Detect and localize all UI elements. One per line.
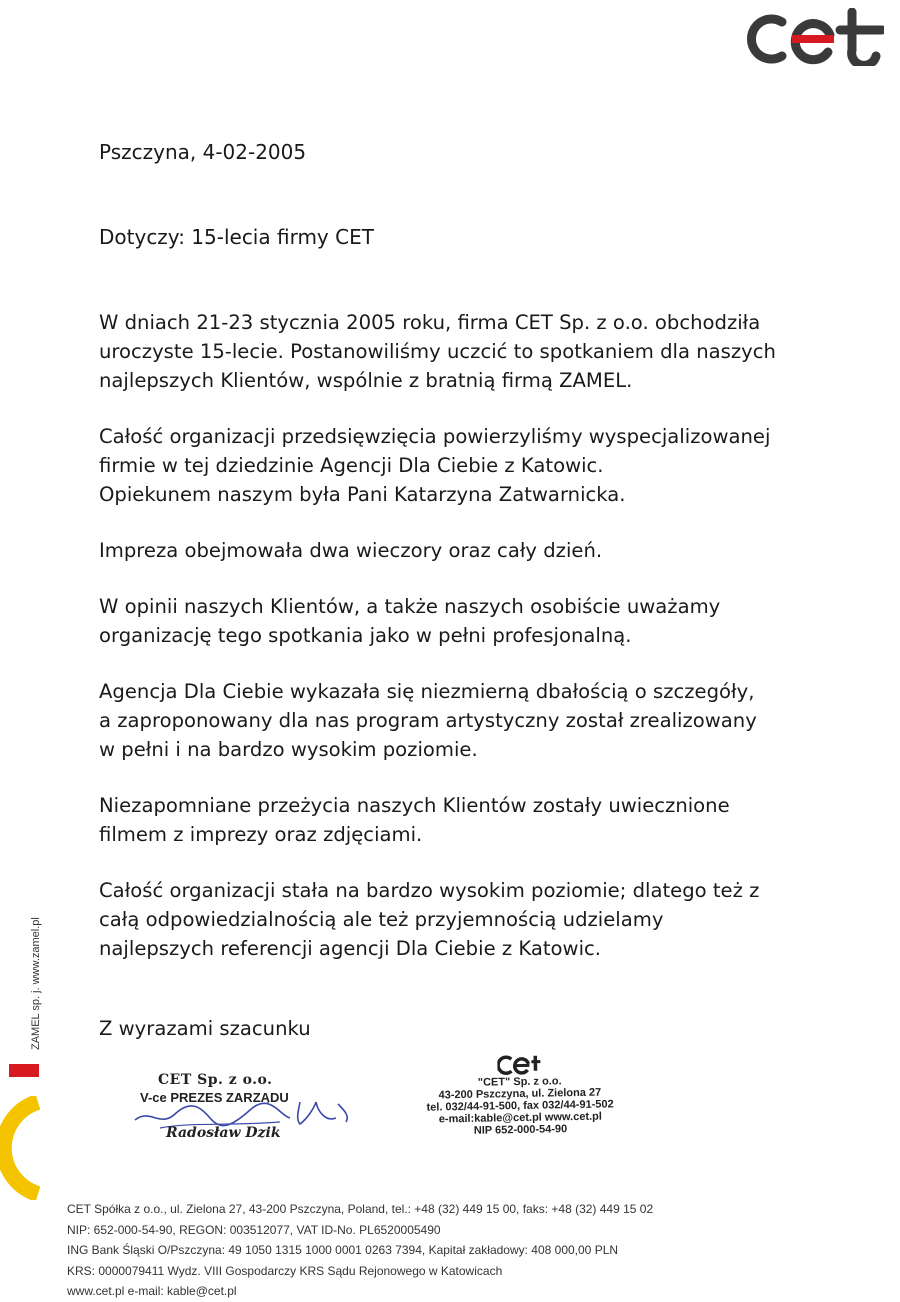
- paragraph: [99, 876, 815, 963]
- company-footer: [67, 1199, 653, 1302]
- paragraph: [99, 308, 815, 395]
- footer-line: NIP: 652-000-54-90, REGON: 003512077, VAT ID-No. PL6520005490: [67, 1220, 653, 1241]
- cet-stamp-logo-icon: [497, 1054, 541, 1077]
- stamp-line: "CET" Sp. z o.o.: [405, 1074, 635, 1090]
- paragraph-line: a zaproponowany dla nas program artystyczny został zrealizowany: [99, 706, 815, 735]
- paragraph: [99, 791, 815, 849]
- paragraph-line: filmem z imprezy oraz zdjęciami.: [99, 820, 815, 849]
- paragraph-line: Impreza obejmowała dwa wieczory oraz cały dzień.: [99, 536, 815, 565]
- signature-stamp: [130, 1070, 370, 1150]
- paragraph: [99, 677, 815, 764]
- closing-salutation: Z wyrazami szacunku: [99, 1017, 311, 1040]
- footer-line: KRS: 0000079411 Wydz. VIII Gospodarczy KRS Sądu Rejonowego w Katowicach: [67, 1261, 653, 1282]
- side-red-bar: [9, 1064, 39, 1077]
- side-zamel-text: ZAMEL sp. j. www.zamel.pl: [30, 917, 42, 1050]
- side-yellow-arc-icon: [0, 1096, 60, 1200]
- company-stamp: [404, 1052, 636, 1146]
- paragraph-line: uroczyste 15-lecie. Postanowiliśmy uczcić to spotkaniem dla naszych: [99, 337, 815, 366]
- paragraph-line: Całość organizacji stała na bardzo wysokim poziomie; dlatego też z: [99, 876, 815, 905]
- paragraph-line: firmie w tej dziedzinie Agencji Dla Ciebie z Katowic.: [99, 451, 815, 480]
- stamp-name: Radosław Dzik: [166, 1125, 281, 1141]
- paragraph-line: w pełni i na bardzo wysokim poziomie.: [99, 735, 815, 764]
- paragraph-line: najlepszych referencji agencji Dla Ciebie z Katowic.: [99, 934, 815, 963]
- place-date: Pszczyna, 4-02-2005: [99, 140, 306, 164]
- paragraph-line: Agencja Dla Ciebie wykazała się niezmierną dbałością o szczegóły,: [99, 677, 815, 706]
- paragraph-line: Całość organizacji przedsięwzięcia powierzyliśmy wyspecjalizowanej: [99, 422, 815, 451]
- paragraph-line: Opiekunem naszym była Pani Katarzyna Zatwarnicka.: [99, 480, 815, 509]
- paragraph-line: W dniach 21-23 stycznia 2005 roku, firma CET Sp. z o.o. obchodziła: [99, 308, 815, 337]
- footer-line: www.cet.pl e-mail: kable@cet.pl: [67, 1281, 653, 1302]
- stamp-company: CET Sp. z o.o.: [158, 1072, 273, 1088]
- footer-line: CET Spółka z o.o., ul. Zielona 27, 43-200 Pszczyna, Poland, tel.: +48 (32) 449 15 00, faks: +48 (32) 449 15 02: [67, 1199, 653, 1220]
- stamp-title: V-ce PREZES ZARZĄDU: [140, 1090, 289, 1105]
- cet-logo-icon: [742, 8, 884, 66]
- stamp-line: NIP 652-000-54-90: [405, 1122, 635, 1138]
- paragraph-line: Niezapomniane przeżycia naszych Klientów zostały uwiecznione: [99, 791, 815, 820]
- stamp-line: 43-200 Pszczyna, ul. Zielona 27: [405, 1086, 635, 1102]
- paragraph: [99, 422, 815, 509]
- letter-subject: Dotyczy: 15-lecia firmy CET: [99, 225, 374, 249]
- letter-body: [99, 308, 815, 990]
- paragraph-line: W opinii naszych Klientów, a także naszych osobiście uważamy: [99, 592, 815, 621]
- paragraph-line: organizację tego spotkania jako w pełni profesjonalną.: [99, 621, 815, 650]
- paragraph-line: całą odpowiedzialnością ale też przyjemnością udzielamy: [99, 905, 815, 934]
- stamp-line: e-mail:kable@cet.pl www.cet.pl: [405, 1110, 635, 1126]
- footer-line: ING Bank Śląski O/Pszczyna: 49 1050 1315 1000 0001 0263 7394, Kapitał zakładowy: 408 000,00 PLN: [67, 1240, 653, 1261]
- paragraph: [99, 592, 815, 650]
- paragraph-line: najlepszych Klientów, wspólnie z bratnią firmą ZAMEL.: [99, 366, 815, 395]
- stamp-line: tel. 032/44-91-500, fax 032/44-91-502: [405, 1098, 635, 1114]
- paragraph: [99, 536, 815, 565]
